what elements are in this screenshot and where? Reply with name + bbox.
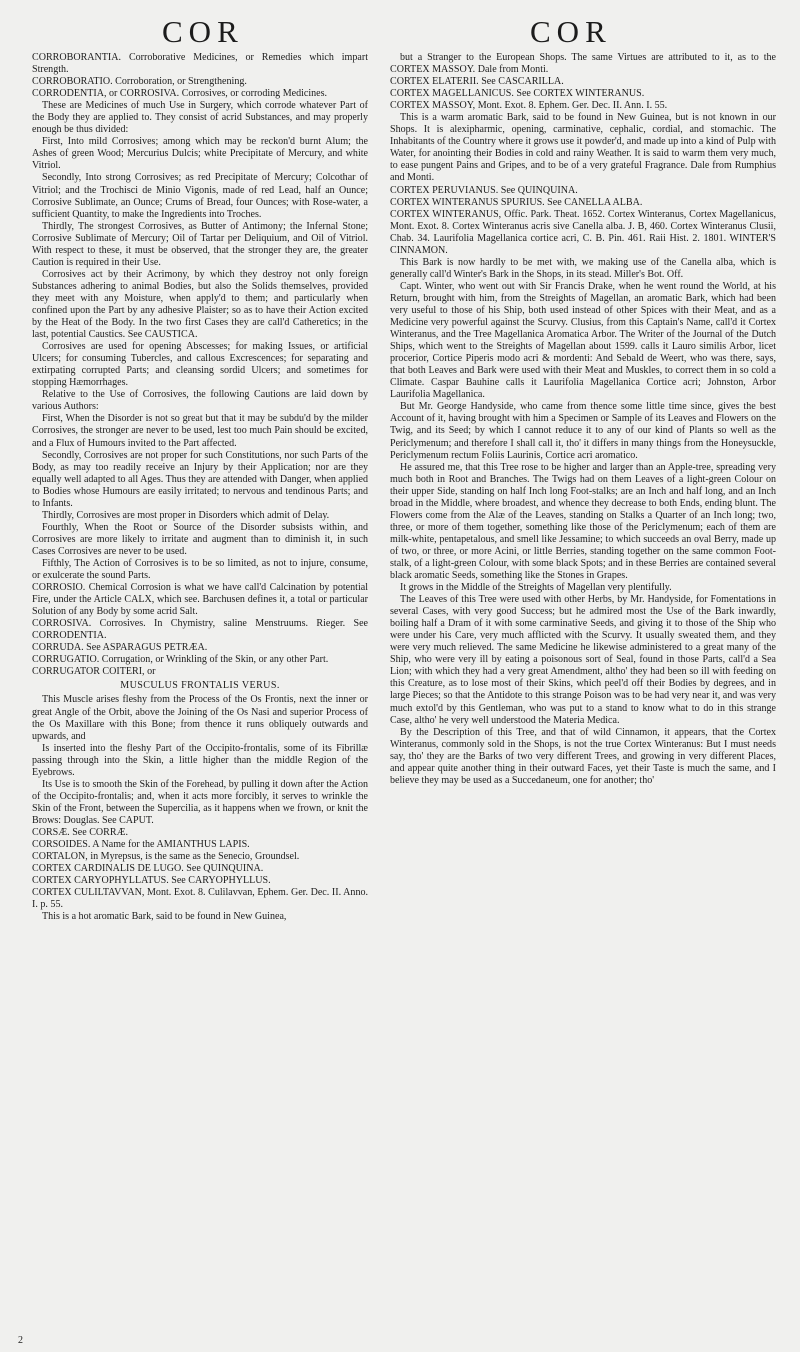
body-paragraph: By the Description of this Tree, and that of wild Cinnamon, it appears, that the Cortex Winteranus, commonly sold in the Shops, is not the true Cortex Winteranus: But I must needs say, tho' they are the Barks of two very different Trees, and growing in very different Places, and appear quite another thing in their outward Faces, yet their Taste is much the same, and I believe they may be used as a Succedaneum, one for another; tho' <box>390 726 776 786</box>
body-paragraph: This Bark is now hardly to be met with, we making use of the Canella alba, which is generally call'd Winter's Bark in the Shops, in its stead. Miller's Bot. Off. <box>390 256 776 280</box>
dictionary-entry: CORTEX CULILTAVVAN, Mont. Exot. 8. Culilavvan, Ephem. Ger. Dec. II. Anno. I. p. 55. <box>32 887 368 911</box>
body-paragraph: Relative to the Use of Corrosives, the following Cautions are laid down by various Authors: <box>32 389 368 413</box>
signature-mark: 2 <box>18 1335 23 1346</box>
body-paragraph: Fifthly, The Action of Corrosives is to be so limited, as not to injure, consume, or exulcerate the sound Parts. <box>32 557 368 582</box>
dictionary-entry: CORRUDA. See ASPARAGUS PETRÆA. <box>32 642 208 654</box>
body-paragraph: Thirdly, Corrosives are most proper in Disorders which admit of Delay. <box>42 509 330 521</box>
body-paragraph: This Muscle arises fleshy from the Process of the Os Frontis, next the inner or great Angle of the Orbit, above the Joining of the Os Nasi and superior Process of the Os Maxillare with this Bone; from thence it runs obliquely outwards and upwards, and <box>32 694 368 742</box>
running-header <box>30 14 774 54</box>
body-paragraph: Secondly, Corrosives are not proper for such Constitutions, nor such Parts of the Body, as may too readily receive an Injury by their Application; nor are they equally well adapted to all Ages. Thus they are attended with Danger, when applied to Bodies whose Humours are easily irritated; to nervous and tendinous Parts; and to Infants. <box>32 449 368 509</box>
body-paragraph: Its Use is to smooth the Skin of the Forehead, by pulling it down after the Action of the Occipito-frontalis; and, when it acts more forcibly, it serves to wrinkle the Skin of the Front, between the Supercilia, as it happens when we frown, or knit the Brows: Douglas. See CAPUT. <box>32 778 368 826</box>
dictionary-entry: CORTALON, in Myrepsus, is the same as the Senecio, Groundsel. <box>32 851 300 863</box>
body-paragraph: Fourthly, When the Root or Source of the Disorder subsists within, and Corrosives are more likely to irritate and augment than to diminish it, in such Cases Corrosives are never to be used. <box>32 521 368 557</box>
body-paragraph: These are Medicines of much Use in Surgery, which corrode whatever Part of the Body they are applied to. They consist of acrid Substances, and may properly enough be thus divided: <box>32 100 368 136</box>
entry-subheading: MUSCULUS FRONTALIS VERUS. <box>120 680 280 692</box>
dictionary-entry: CORRUGATIO. Corrugation, or Wrinkling of the Skin, or any other Part. <box>32 654 329 666</box>
body-paragraph: But Mr. George Handyside, who came from thence some little time since, gives the best Account of it, having brought with him a Specimen or Sample of its Leaves and Flowers on the Twig, and its Seed; by which I cannot reduce it to any of our kind of Plants so well as the Periclymenum; and therefore I shall call it, tho' it differs in many things from the Honeysuckle, Periclymenum rectum Foliis Laurinis, Cortice acri aromatico. <box>390 401 776 461</box>
dictionary-entry: CORTEX MASSOY, Mont. Exot. 8. Ephem. Ger. Dec. II. Ann. I. 55. <box>390 100 668 112</box>
running-head-left: COR <box>162 14 244 49</box>
dictionary-entry: CORTEX WINTERANUS, Offic. Park. Theat. 1652. Cortex Winteranus, Cortex Magellanicus, Mont. Exot. 8. Cortex Winteranus acris sive Canella alba. J. B, 460. Cortex Winteranus Clusii, Chab. 34. Laurifolia Magellanica cortice acri, C. B. Pin. 461. Raii Hist. 2. 1801. WINTER'S CINNAMON. <box>390 208 776 256</box>
body-paragraph: Secondly, Into strong Corrosives; as red Precipitate of Mercury; Colcothar of Vitriol; and the Trochisci de Minio Vigonis, made of red Lead, half an Ounce; Corrosive Sublimate, an Ounce; Crums of Bread, four Ounces; with Rose-water, a sufficient Quantity, to make the Ingredients into Troches. <box>32 172 368 220</box>
dictionary-entry: CORTEX WINTERANUS SPURIUS. See CANELLA ALBA. <box>390 196 643 208</box>
body-paragraph: He assured me, that this Tree rose to be higher and larger than an Apple-tree, spreading very much both in Root and Branches. The Twigs had on them Leaves of a light-green Colour on their upper Side, standing on half Inch long Foot-stalks; are an Inch and half long, and an Inch broad in the Middle, where broadest, and whence they decrease to both Ends, ending blunt. The Flowers come from the Alæ of the Leaves, standing on Stalks a Quarter of an Inch long; two, three, or more of them together, something like those of the Periclymenum; each of them are milk-white, pentapetalous, and smell like Jessamine; to which succeeds an oval Berry, made up of two, or three, or more Acini, or little Berries, standing together on the same common Foot-stalk, of a light-green Colour, with some black Spots; and in these Berries are contained several black aromatic Seeds, something like the Stones in Grapes. <box>390 461 776 582</box>
dictionary-entry: CORROSIO. Chemical Corrosion is what we have call'd Calcination by potential Fire, under the Article CALX, which see. Barchusen defines it, a total or particular Solution of any Body by some acrid Salt. <box>32 582 368 618</box>
dictionary-entry: CORSOIDES. A Name for the AMIANTHUS LAPIS. <box>32 839 250 851</box>
running-head-right: COR <box>530 14 612 49</box>
body-paragraph: Capt. Winter, who went out with Sir Francis Drake, when he went round the World, at his Return, brought with him, from the Streights of Magellan, an aromatic Bark, which had been very useful to those of his Ship, both used instead of other Spices with their Meat, and as a Medicine very powerful against the Scurvy. Clusius, from this Captain's Name, call'd it Cortex Winteranus, and the Tree Magellanica Aromatica Arbor. The Writer of the Journal of the Dutch Ships, which went to the Streights of Magellan about 1599. calls it Lauro similis Arbor, licet procerior, Cortice Piperis modo acri & mordenti: And Sebald de Weert, who was there, says, that both Leaves and Bark were used with their Meat and Muskles, to correct them in so cold a Climate. Caspar Bauhine calls it Laurifolia Magellanica Cortice acri; Johnston, Arbor Laurifolia Magellanica. <box>390 280 776 401</box>
dictionary-entry: CORRUGATOR COITERI, or <box>32 666 156 678</box>
body-paragraph: Thirdly, The strongest Corrosives, as Butter of Antimony; the Infernal Stone; Corrosive Sublimate of Mercury; Oil of Tartar per Deliquium, and Oil of Vitriol. With respect to these, it must be observed, that the stronger they are, the greater Caution is required in their Use. <box>32 220 368 268</box>
dictionary-entry: CORSÆ. See CORRÆ. <box>32 827 129 838</box>
dictionary-entry: CORROSIVA. Corrosives. In Chymistry, saline Menstruums. Rieger. See CORRODENTIA. <box>32 618 368 642</box>
body-paragraph: This is a warm aromatic Bark, said to be found in New Guinea, but is not known in our Shops. It is alexipharmic, opening, carminative, cephalic, cordial, and stomachic. The Inhabitants of the Country where it grows use it powder'd, and made up into a kind of Pulp with Water, for anointing their Bodies in cold and rainy Weather. It is said to warm them very much, to ease pungent Pains and Gripes, and to be of a very grateful Fragrance. Dale from Rumphius and Monti. <box>390 112 776 184</box>
left-column <box>32 52 368 1332</box>
dictionary-entry: CORROBORATIO. Corroboration, or Strengthening. <box>32 76 247 88</box>
body-paragraph: Corrosives are used for opening Abscesses; for making Issues, or artificial Ulcers; for consuming Tubercles, and callous Excrescences; for separating and extirpating corrupted Parts; and cleansing sordid Ulcers; and sometimes for stopping Hæmorrhages. <box>32 341 368 389</box>
body-paragraph: This is a hot aromatic Bark, said to be found in New Guinea, <box>42 911 287 923</box>
dictionary-entry: CORTEX ELATERII. See CASCARILLA. <box>390 76 564 88</box>
dictionary-entry: CORRODENTIA, or CORROSIVA. Corrosives, or corroding Medicines. <box>32 88 328 100</box>
body-paragraph: The Leaves of this Tree were used with other Herbs, by Mr. Handyside, for Fomentations in several Cases, with very good Success; but he admired most the Use of the Bark inwardly, boiling half a Dram of it with some carminative Seeds, and giving it to those of the Ship who were under his Care, very much afflicted with the Scurvy. It usually sweated them, and they were very much relieved. The same Medicine he likewise administered to a great many of the Ship, who were very ill by eating a poisonous sort of Seal, found in those Parts, call'd a Sea Lion; with which they had a very great Amendment, altho' they had been so ill with feeding on this Creature, as to lose most of their Skins, which peel'd off their Bodies by degrees, and in large Pieces; so that the Antidote to this strange Poison was to be had very near it, and was very much extol'd by this Gentleman, who was put to a stand to know what to do in this strange Case, altho' he very well understood the Materia Medica. <box>390 594 776 726</box>
body-paragraph: First, Into mild Corrosives; among which may be reckon'd burnt Alum; the Ashes of green Wood; Mercurius Dulcis; white Precipitate of Mercury, and white Vitriol. <box>32 136 368 172</box>
right-column <box>390 52 776 1332</box>
dictionary-entry: CORTEX CARDINALIS DE LUGO. See QUINQUINA. <box>32 863 264 875</box>
dictionary-entry: CORTEX CARYOPHYLLATUS. See CARYOPHYLLUS. <box>32 875 271 887</box>
body-paragraph: Is inserted into the fleshy Part of the Occipito-frontalis, some of its Fibrillæ passing through into the Skin, a little higher than the middle Region of the Eyebrows. <box>32 742 368 778</box>
body-paragraph: but a Stranger to the European Shops. The same Virtues are attributed to it, as to the CORTEX MASSOY. Dale from Monti. <box>390 52 776 76</box>
body-paragraph: Corrosives act by their Acrimony, by which they destroy not only foreign Substances adhering to animal Bodies, but also the Solids themselves, provided they meet with any Moisture, when apply'd to them; and particularly when confined upon the Part by any adhesive Plaister; so as to have their Action excited by the Heat of the Body. In the two first Cases they are call'd Catheretics; in the last, potential Caustics. See CAUSTICA. <box>32 268 368 341</box>
body-paragraph: It grows in the Middle of the Streights of Magellan very plentifully. <box>400 582 672 594</box>
dictionary-entry: CORROBORANTIA. Corroborative Medicines, or Remedies which impart Strength. <box>32 52 368 76</box>
body-paragraph: First, When the Disorder is not so great but that it may be subdu'd by the milder Corrosives, the stronger are never to be used, lest too much Pain should be excited, and a Flux of Humours invited to the Part affected. <box>32 413 368 449</box>
dictionary-entry: CORTEX MAGELLANICUS. See CORTEX WINTERANUS. <box>390 88 645 100</box>
dictionary-entry: CORTEX PERUVIANUS. See QUINQUINA. <box>390 184 578 196</box>
